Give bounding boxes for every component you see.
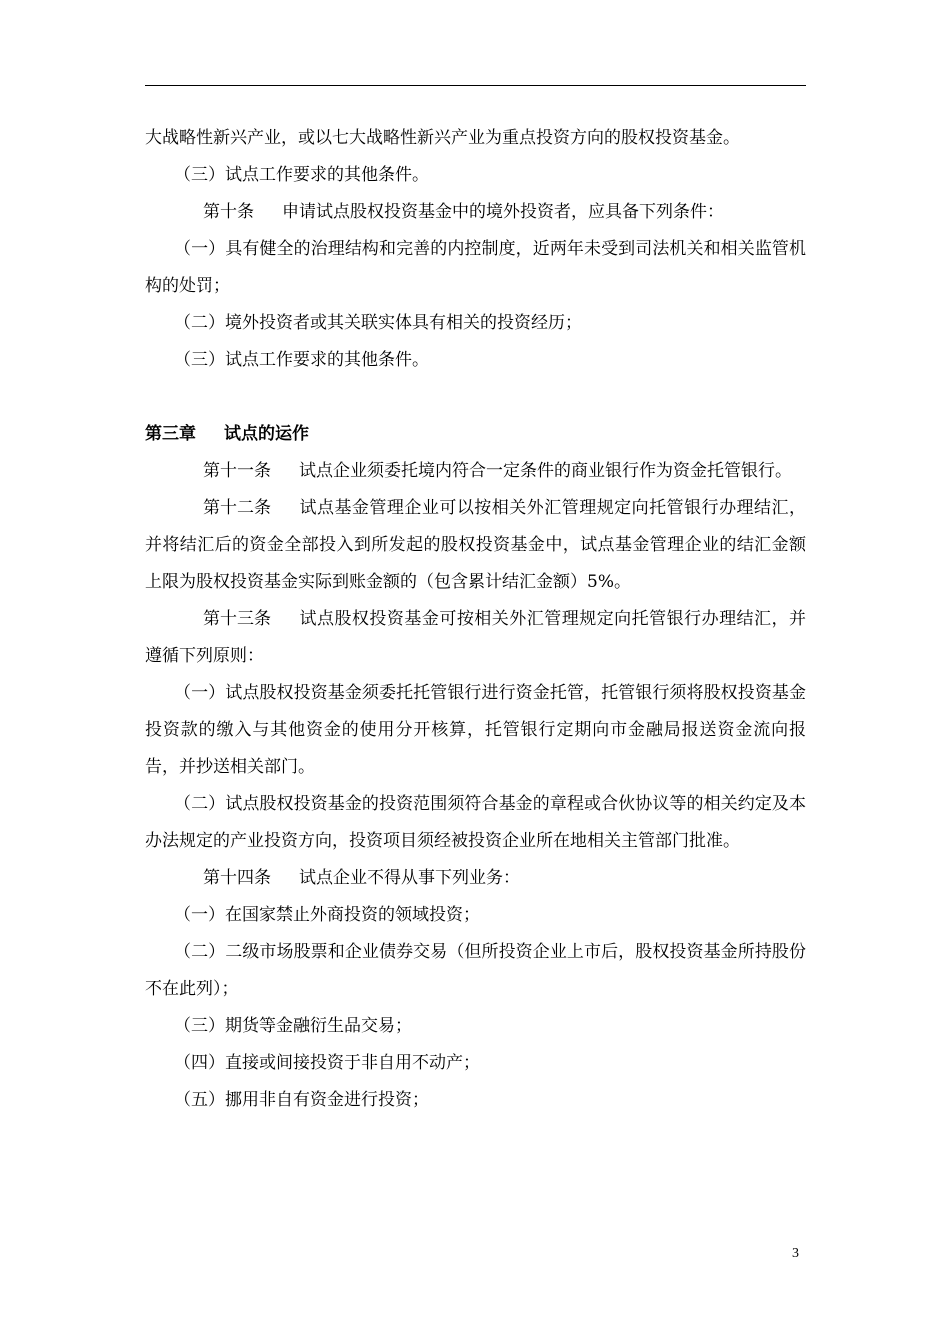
article-text: 试点股权投资基金可按相关外汇管理规定向托管银行办理结汇，并遵循下列原则：: [145, 609, 806, 666]
article-number: 第十二条: [203, 498, 271, 518]
section-gap: [145, 379, 806, 416]
article-text: 试点企业不得从事下列业务：: [299, 868, 520, 888]
header-rule: [145, 85, 806, 86]
article-text: 试点企业须委托境内符合一定条件的商业银行作为资金托管银行。: [299, 461, 792, 481]
article-14: [145, 860, 806, 897]
article-10: [145, 194, 806, 231]
paragraph: （一）试点股权投资基金须委托托管银行进行资金托管，托管银行须将股权投资基金投资款的缴入与其他资金的使用分开核算，托管银行定期向市金融局报送资金流向报告，并抄送相关部门。: [145, 683, 806, 777]
paragraph: （二）试点股权投资基金的投资范围须符合基金的章程或合伙协议等的相关约定及本办法规定的产业投资方向，投资项目须经被投资企业所在地相关主管部门批准。: [145, 794, 806, 851]
paragraph: （三）期货等金融衍生品交易；: [174, 1016, 412, 1036]
article-number: 第十三条: [203, 609, 271, 629]
paragraph: （一）在国家禁止外商投资的领域投资；: [174, 905, 480, 925]
paragraph: 大战略性新兴产业，或以七大战略性新兴产业为重点投资方向的股权投资基金。: [145, 128, 740, 148]
chapter-heading: [145, 416, 806, 453]
paragraph: （三）试点工作要求的其他条件。: [174, 350, 429, 370]
document-body: [145, 120, 806, 1119]
article-12: [145, 490, 806, 601]
article-11: [145, 453, 806, 490]
paragraph: （二）二级市场股票和企业债券交易（但所投资企业上市后，股权投资基金所持股份不在此列）；: [145, 942, 806, 999]
article-number: 第十四条: [203, 868, 271, 888]
paragraph: （一）具有健全的治理结构和完善的内控制度，近两年未受到司法机关和相关监管机构的处罚；: [145, 239, 806, 296]
chapter-title: 试点的运作: [224, 424, 309, 444]
article-number: 第十一条: [203, 461, 271, 481]
paragraph: （四）直接或间接投资于非自用不动产；: [174, 1053, 480, 1073]
chapter-number: 第三章: [145, 424, 196, 444]
article-text: 试点基金管理企业可以按相关外汇管理规定向托管银行办理结汇，并将结汇后的资金全部投入到所发起的股权投资基金中，试点基金管理企业的结汇金额上限为股权投资基金实际到账金额的（包含累计结汇金额）5%。: [145, 498, 806, 592]
article-number: 第十条: [203, 202, 254, 222]
paragraph: （三）试点工作要求的其他条件。: [174, 165, 429, 185]
page-number: 3: [792, 1246, 799, 1261]
article-13: [145, 601, 806, 675]
paragraph: （五）挪用非自有资金进行投资；: [174, 1090, 429, 1110]
paragraph: （二）境外投资者或其关联实体具有相关的投资经历；: [174, 313, 582, 333]
article-text: 申请试点股权投资基金中的境外投资者，应具备下列条件：: [282, 202, 724, 222]
